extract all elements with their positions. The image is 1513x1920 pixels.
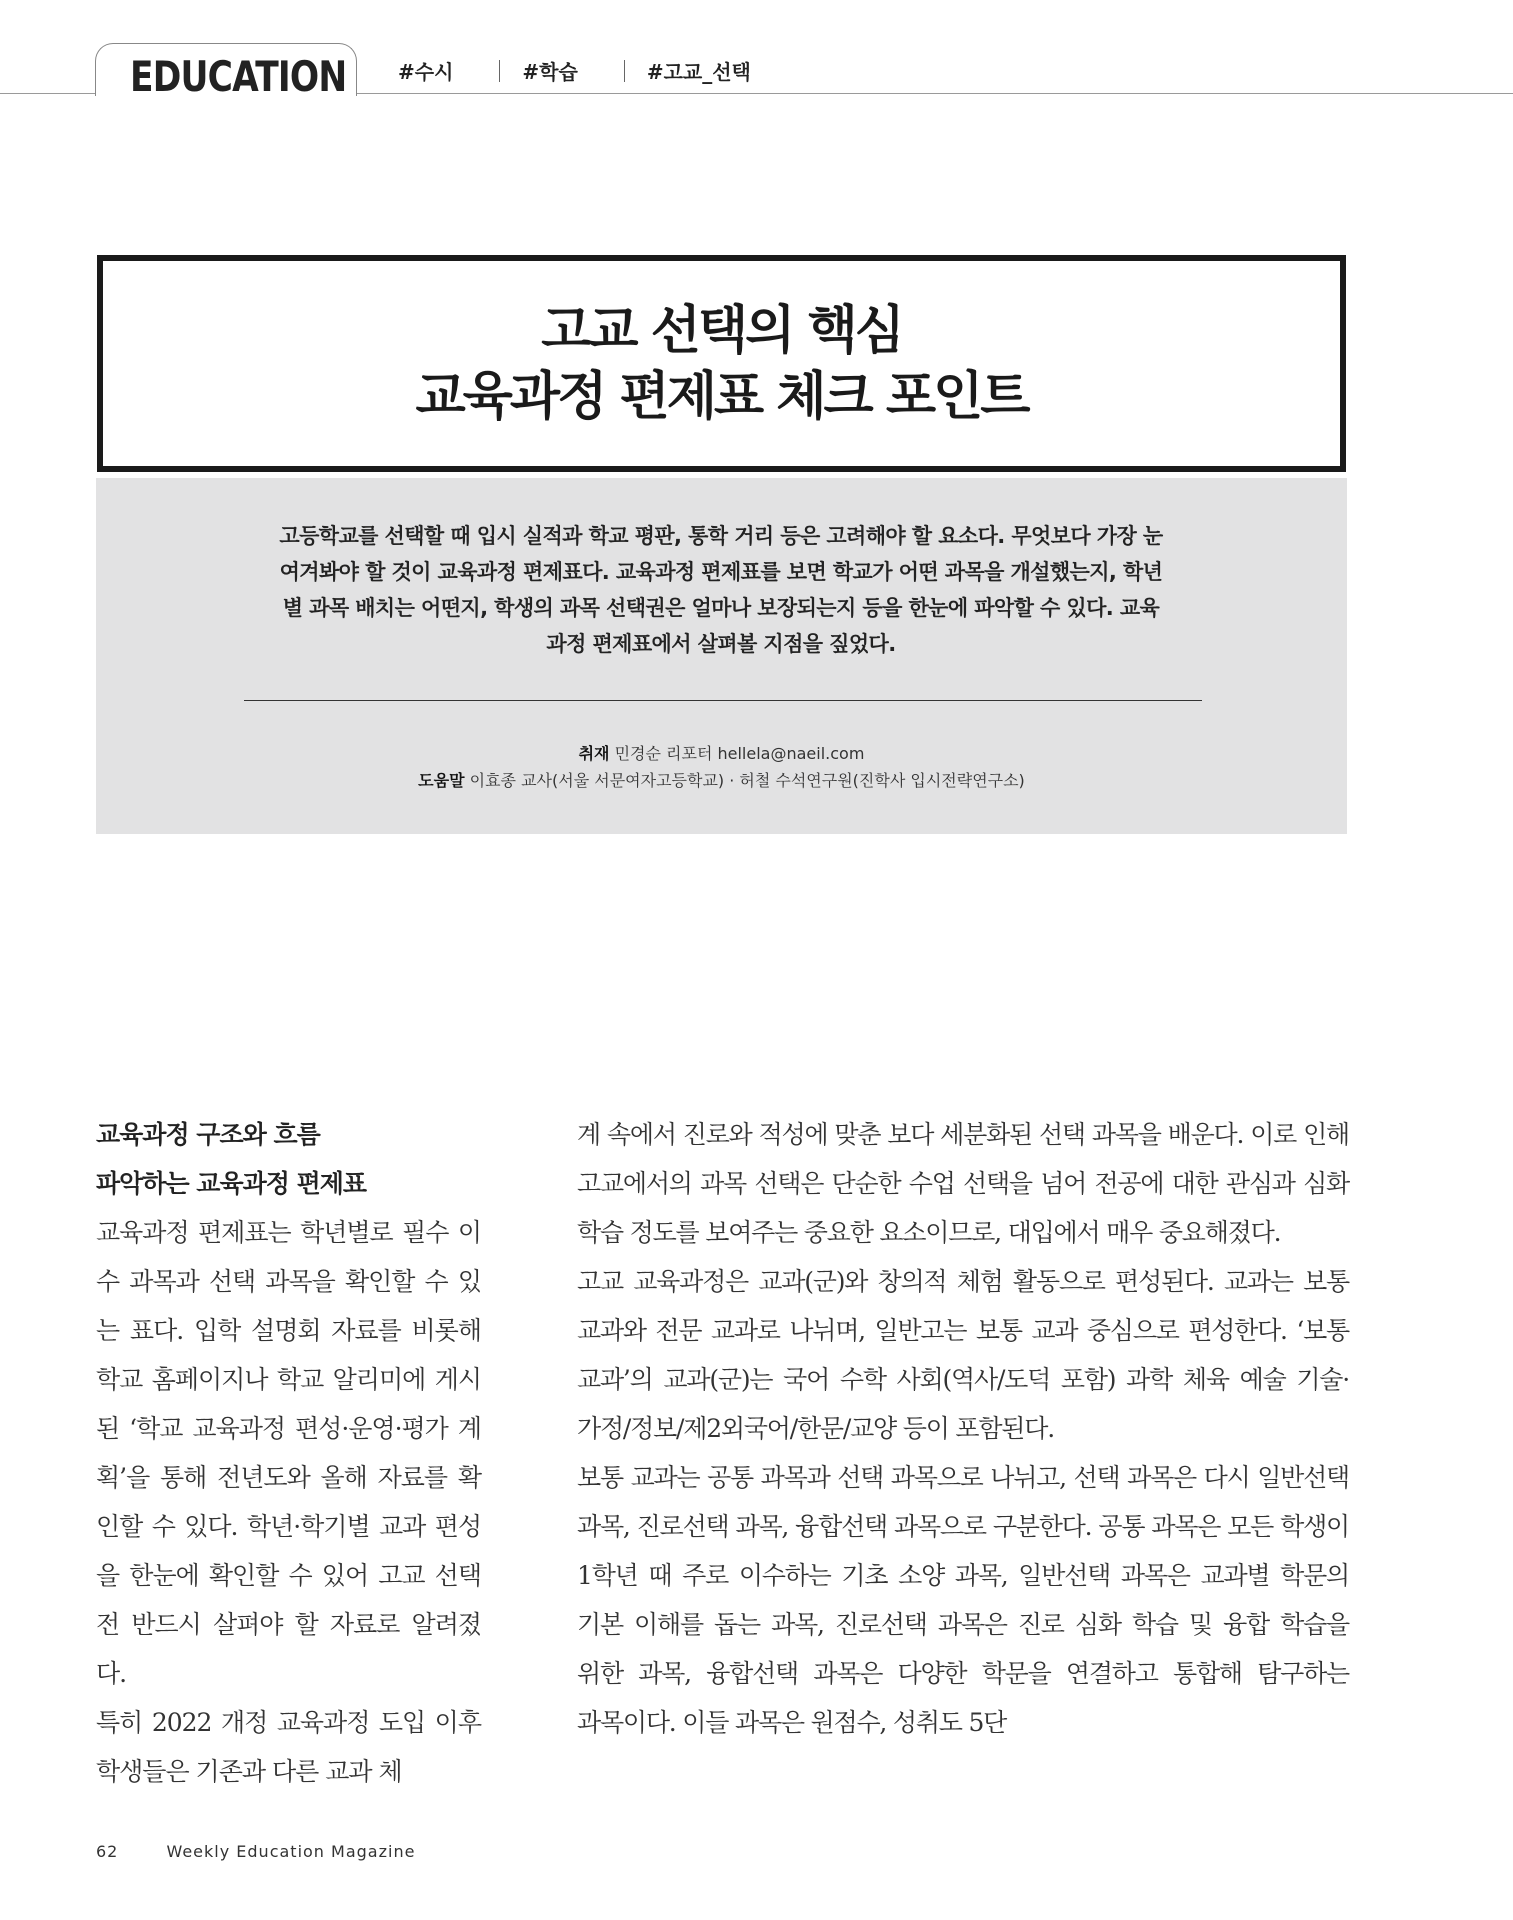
tag-list	[398, 56, 751, 85]
article-column-left	[96, 1110, 481, 1796]
credits	[96, 740, 1347, 794]
credit-advisors	[96, 767, 1347, 794]
credit-advisors-label: 도움말	[418, 771, 465, 790]
body-paragraph: 특히 2022 개정 교육과정 도입 이후 학생들은 기존과 다른 교과 체	[96, 1708, 481, 1786]
tag-item[interactable]: #수시	[398, 60, 454, 84]
article-title-line-2: 교육과정 편제표 체크 포인트	[415, 366, 1028, 427]
body-paragraph: 보통 교과는 공통 과목과 선택 과목으로 나뉘고, 선택 과목은 다시 일반선택 과목, 진로선택 과목, 융합선택 과목으로 구분한다. 공통 과목은 모든 학생이 1학년 때 주로 이수하는 기초 소양 과목, 일반선택 과목은 교과별 학문의 기본 이해를 돕는 과목, 진로선택 과목은 진로 심화 학습 및 융합 학습을 위한 과목, 융합선택 과목은 다양한 학문을 연결하고 통합해 탐구하는 과목이다. 이들 과목은 원점수, 성취도 5단	[577, 1463, 1349, 1737]
lead-box	[96, 478, 1347, 834]
magazine-name: Weekly Education Magazine	[166, 1842, 416, 1861]
credit-reporter-text: 민경순 리포터 hellela@naeil.com	[614, 744, 865, 763]
tag-item[interactable]: #고교_선택	[646, 60, 751, 84]
body-paragraph: 교육과정 편제표는 학년별로 필수 이수 과목과 선택 과목을 확인할 수 있는 표다. 입학 설명회 자료를 비롯해 학교 홈페이지나 학교 알리미에 게시된 ‘학교 교육과정 편성·운영·평가 계획’을 통해 전년도와 올해 자료를 확인할 수 있다. 학년·학기별 교과 편성을 한눈에 확인할 수 있어 고교 선택 전 반드시 살펴야 할 자료로 알려졌다.	[96, 1218, 481, 1688]
section-heading-line-1: 교육과정 구조와 흐름	[96, 1120, 320, 1149]
body-paragraph: 고교 교육과정은 교과(군)와 창의적 체험 활동으로 편성된다. 교과는 보통 교과와 전문 교과로 나뉘며, 일반고는 보통 교과 중심으로 편성한다. ‘보통 교과’의 교과(군)는 국어 수학 사회(역사/도덕 포함) 과학 체육 예술 기술·가정/정보/제2외국어/한문/교양 등이 포함된다.	[577, 1267, 1349, 1443]
page-footer	[96, 1842, 415, 1861]
article-title-line-1: 고교 선택의 핵심	[541, 300, 902, 361]
credit-reporter	[96, 740, 1347, 767]
tag-item[interactable]: #학습	[522, 60, 578, 84]
tag-divider	[624, 60, 625, 82]
lead-paragraph: 고등학교를 선택할 때 입시 실적과 학교 평판, 통학 거리 등은 고려해야 할 요소다. 무엇보다 가장 눈여겨봐야 할 것이 교육과정 편제표다. 교육과정 편제표를 보면 학교가 어떤 과목을 개설했는지, 학년별 과목 배치는 어떤지, 학생의 과목 선택권은 얼마나 보장되는지 등을 한눈에 파악할 수 있다. 교육과정 편제표에서 살펴볼 지점을 짚었다.	[279, 524, 1163, 656]
section-label: EDUCATION	[130, 52, 347, 101]
tag-divider	[499, 60, 500, 82]
section-heading-line-2: 파악하는 교육과정 편제표	[96, 1169, 367, 1198]
credit-reporter-label: 취재	[578, 744, 610, 763]
title-box	[97, 255, 1346, 472]
body-paragraph: 계 속에서 진로와 적성에 맞춘 보다 세분화된 선택 과목을 배운다. 이로 인해 고교에서의 과목 선택은 단순한 수업 선택을 넘어 전공에 대한 관심과 심화 학습 정도를 보여주는 중요한 요소이므로, 대입에서 매우 중요해졌다.	[577, 1120, 1349, 1247]
article-column-right	[577, 1110, 1349, 1747]
page-number: 62	[96, 1842, 119, 1861]
credit-advisors-text: 이효종 교사(서울 서문여자고등학교) · 허철 수석연구원(진학사 입시전략연구소)	[469, 771, 1025, 790]
lead-divider	[244, 700, 1202, 701]
